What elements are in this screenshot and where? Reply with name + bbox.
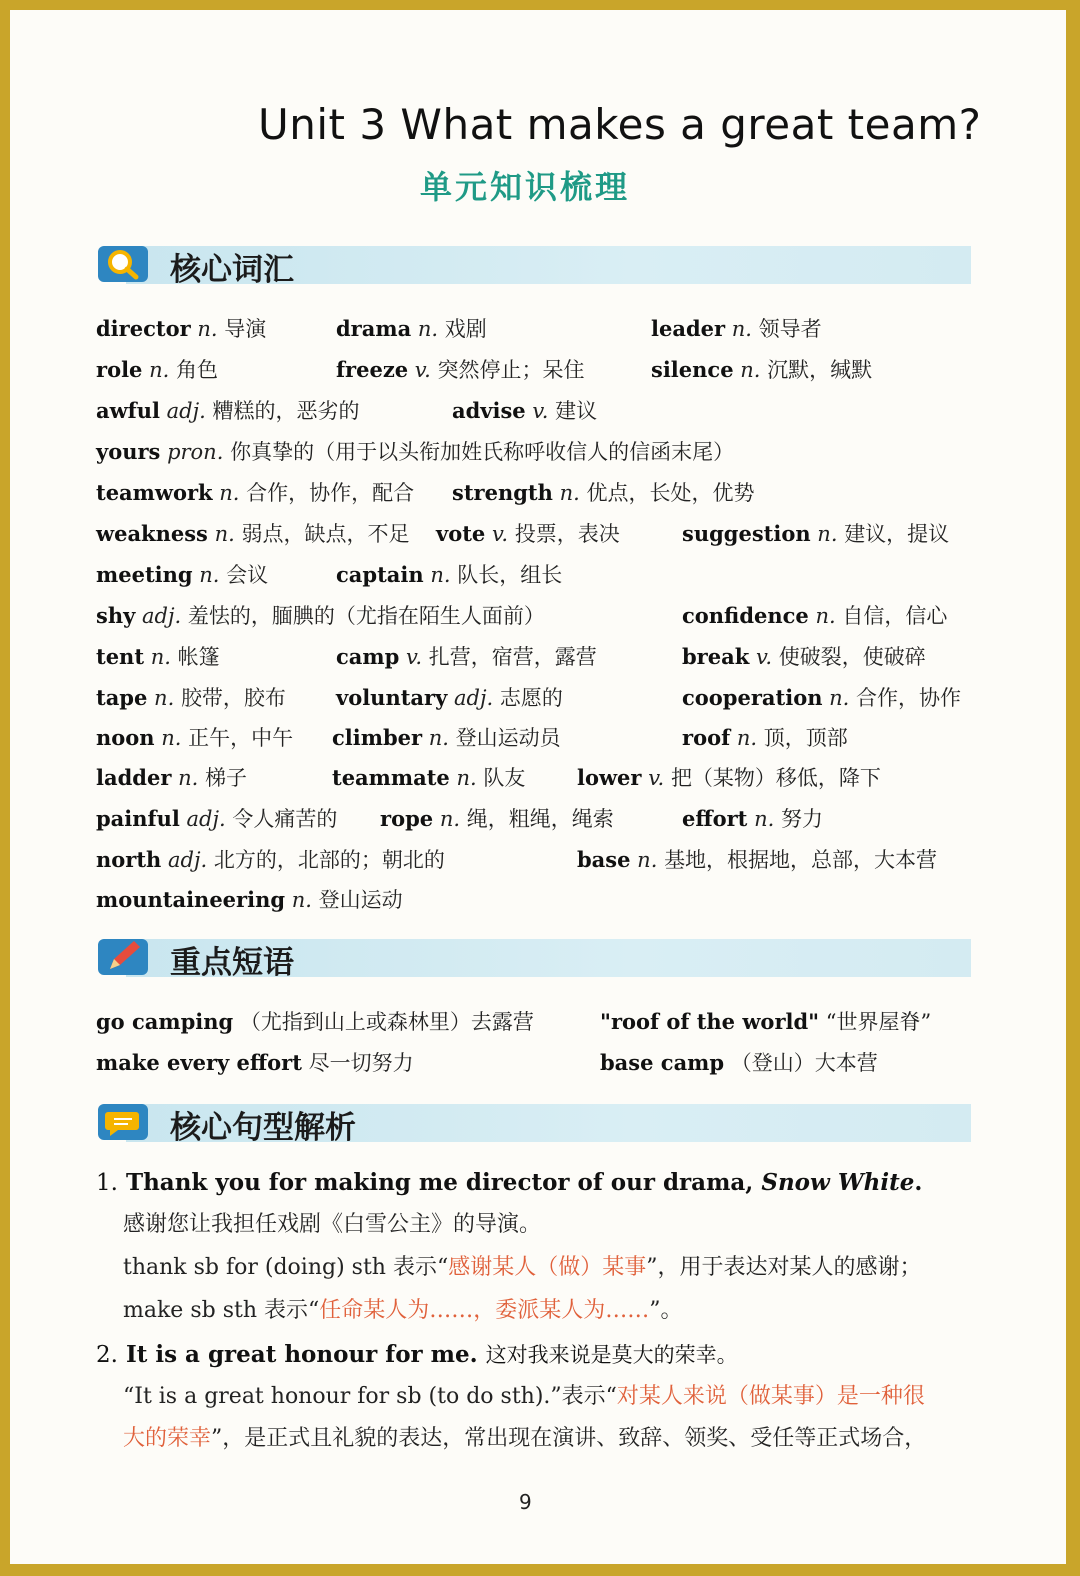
vocab-item: [452, 397, 597, 425]
vocab-item: [96, 724, 293, 752]
vocab-meaning: 自信，信心: [842, 604, 948, 628]
phrase-item: [96, 1049, 414, 1077]
note-highlight: 感谢某人（做）某事: [448, 1255, 647, 1280]
vocab-word: captain: [336, 562, 424, 587]
section-label: 核心句型解析: [170, 1110, 356, 1146]
sentence-1-note-2: [123, 1296, 683, 1326]
vocab-pos: v.: [648, 766, 665, 790]
vocab-item: [336, 643, 597, 671]
vocab-meaning: 梯子: [204, 766, 247, 790]
vocab-pos: v.: [755, 645, 773, 669]
vocab-word: drama: [336, 316, 412, 341]
vocab-meaning: 队友: [483, 766, 526, 790]
section-header-sentences: [96, 1100, 971, 1144]
vocab-word: mountaineering: [96, 887, 286, 912]
vocab-pos: n.: [417, 317, 439, 341]
vocab-word: shy: [96, 603, 136, 628]
vocab-word: break: [682, 644, 750, 669]
vocab-item: [577, 764, 881, 792]
sentence-2-note-1: [123, 1382, 925, 1412]
phrase-cn: 尽一切努力: [308, 1051, 414, 1075]
vocab-meaning: 合作，协作: [856, 686, 962, 710]
page-number: 9: [519, 1490, 532, 1514]
vocab-word: teammate: [332, 765, 450, 790]
vocab-word: vote: [436, 521, 486, 546]
vocab-pos: n.: [815, 604, 836, 628]
vocab-meaning: 顶，顶部: [763, 726, 848, 750]
vocab-item: [682, 643, 926, 671]
vocab-word: yours: [96, 439, 161, 464]
pencil-icon: [96, 935, 154, 979]
vocab-item: [96, 846, 445, 874]
vocab-word: climber: [332, 725, 423, 750]
sentence-end: .: [914, 1169, 923, 1196]
vocab-word: tent: [96, 644, 145, 669]
vocab-pos: n.: [456, 766, 477, 790]
vocab-item: [336, 561, 562, 589]
vocab-item: [332, 764, 525, 792]
vocab-pos: n.: [817, 522, 838, 546]
vocab-pos: v.: [414, 358, 431, 382]
vocab-pos: n.: [430, 563, 451, 587]
vocab-word: advise: [452, 398, 526, 423]
vocab-meaning: 基地，根据地，总部，大本营: [664, 848, 938, 872]
vocab-pos: n.: [154, 686, 175, 710]
vocab-meaning: 队长，组长: [457, 563, 563, 587]
vocab-item: [452, 479, 754, 507]
vocab-item: [332, 724, 561, 752]
vocab-word: north: [96, 847, 162, 872]
vocab-word: strength: [452, 480, 553, 505]
note-text: “It is a great honour for sb (to do sth).”表示“: [123, 1384, 617, 1409]
sentence-text: It is a great honour for me.: [125, 1341, 478, 1368]
vocab-pos: n.: [637, 848, 658, 872]
vocab-word: noon: [96, 725, 155, 750]
vocab-meaning: 努力: [780, 807, 823, 831]
vocab-pos: adj.: [453, 686, 494, 710]
vocab-word: painful: [96, 806, 180, 831]
phrase-en: base camp: [600, 1050, 725, 1075]
section-label: 核心词汇: [170, 252, 294, 288]
vocab-meaning: 弱点，缺点，不足: [241, 522, 410, 546]
vocab-word: confidence: [682, 603, 809, 628]
vocab-meaning: 登山运动: [318, 888, 403, 912]
vocab-word: silence: [651, 357, 734, 382]
vocab-pos: n.: [736, 726, 758, 750]
vocab-pos: v.: [491, 522, 509, 546]
note-highlight: 对某人来说（做某事）是一种很: [616, 1384, 925, 1409]
vocab-pos: n.: [214, 522, 235, 546]
vocab-pos: n.: [219, 481, 240, 505]
vocab-item: [682, 724, 848, 752]
vocab-word: director: [96, 316, 191, 341]
vocab-pos: n.: [829, 686, 850, 710]
vocab-word: role: [96, 357, 143, 382]
vocab-meaning: 导演: [224, 317, 267, 341]
vocab-word: tape: [96, 685, 148, 710]
vocab-item: [336, 684, 563, 712]
vocab-word: awful: [96, 398, 160, 423]
vocab-item: [651, 356, 872, 384]
vocab-item: [96, 479, 414, 507]
section-label: 重点短语: [170, 945, 294, 981]
phrase-en: go camping: [96, 1009, 234, 1034]
vocab-pos: n.: [161, 726, 182, 750]
phrase-cn: （尤指到山上或森林里）去露营: [239, 1010, 534, 1034]
phrase-item: [96, 1008, 534, 1036]
vocab-item: [380, 805, 614, 833]
vocab-item: [96, 684, 286, 712]
vocab-item: [651, 315, 822, 343]
sentence-text: Thank you for making me director of our drama,: [125, 1169, 754, 1196]
vocab-item: [96, 438, 734, 466]
vocab-pos: n.: [740, 358, 761, 382]
vocab-item: [436, 520, 620, 548]
vocab-meaning: 领导者: [758, 317, 822, 341]
vocab-pos: v.: [406, 645, 423, 669]
vocab-word: camp: [336, 644, 400, 669]
vocab-item: [682, 805, 823, 833]
vocab-word: effort: [682, 806, 748, 831]
vocab-word: teamwork: [96, 480, 213, 505]
phrase-item: [600, 1008, 931, 1036]
sentence-1-translation: 感谢您让我担任戏剧《白雪公主》的导演。: [123, 1212, 542, 1237]
sentence-1: [96, 1168, 922, 1198]
vocab-meaning: 使破裂，使破碎: [778, 645, 926, 669]
section-header-vocab: [96, 242, 971, 286]
vocab-item: [682, 684, 961, 712]
vocab-item: [96, 520, 409, 548]
vocab-meaning: 戏剧: [444, 317, 487, 341]
vocab-pos: n.: [731, 317, 752, 341]
phrase-en: make every effort: [96, 1050, 302, 1075]
note-highlight: 大的荣幸: [123, 1426, 212, 1451]
vocab-meaning: 角色: [176, 358, 218, 382]
vocab-meaning: 会议: [226, 563, 269, 587]
vocab-pos: pron.: [167, 440, 224, 464]
vocab-pos: adj.: [166, 399, 206, 423]
vocab-meaning: 胶带，胶布: [180, 686, 286, 710]
sentence-translation: 这对我来说是莫大的荣幸。: [485, 1343, 738, 1367]
vocab-item: [96, 886, 403, 914]
vocab-pos: n.: [754, 807, 775, 831]
sentence-1-note-1: [123, 1253, 921, 1283]
phrase-cn: （登山）大本营: [730, 1051, 878, 1075]
vocab-word: ladder: [96, 765, 172, 790]
vocab-meaning: 突然停止；呆住: [437, 358, 585, 382]
vocab-word: suggestion: [682, 521, 811, 546]
vocab-meaning: 你真挚的（用于以头衔加姓氏称呼收信人的信函末尾）: [230, 440, 735, 464]
page-title: Unit 3 What makes a great team?: [258, 100, 982, 149]
vocab-meaning: 沉默，缄默: [767, 358, 873, 382]
vocab-item: [336, 315, 487, 343]
vocab-pos: n.: [197, 317, 218, 341]
note-text: ”。: [649, 1298, 683, 1323]
vocab-pos: n.: [178, 766, 199, 790]
vocab-word: meeting: [96, 562, 193, 587]
vocab-pos: n.: [150, 645, 171, 669]
vocab-meaning: 令人痛苦的: [232, 807, 338, 831]
vocab-pos: n.: [199, 563, 220, 587]
vocab-meaning: 投票，表决: [514, 522, 620, 546]
vocab-item: [336, 356, 585, 384]
vocab-meaning: 优点，长处，优势: [586, 481, 755, 505]
vocab-meaning: 羞怯的，腼腆的（尤指在陌生人面前）: [187, 604, 545, 628]
vocab-word: voluntary: [336, 685, 448, 710]
vocab-item: [96, 315, 266, 343]
vocab-word: lower: [577, 765, 642, 790]
vocab-word: rope: [380, 806, 434, 831]
page-subtitle: 单元知识梳理: [420, 168, 631, 206]
vocab-item: [96, 602, 545, 630]
phrase-en: "roof of the world": [600, 1009, 820, 1034]
vocab-item: [96, 561, 268, 589]
sentence-2-note-2: [123, 1424, 926, 1454]
vocab-item: [682, 602, 947, 630]
section-header-phrases: [96, 935, 971, 979]
vocab-meaning: 建议: [555, 399, 598, 423]
vocab-meaning: 帐篷: [177, 645, 220, 669]
vocab-item: [96, 397, 360, 425]
note-text: ”，用于表达对某人的感谢；: [646, 1255, 922, 1280]
vocab-meaning: 糟糕的，恶劣的: [212, 399, 360, 423]
vocab-word: roof: [682, 725, 731, 750]
vocab-pos: adj.: [186, 807, 226, 831]
vocab-item: [682, 520, 949, 548]
phrase-cn: “世界屋脊”: [825, 1010, 932, 1034]
note-text: ”，是正式且礼貌的表达，常出现在演讲、致辞、领奖、受任等正式场合，: [211, 1426, 927, 1451]
vocab-item: [96, 643, 220, 671]
vocab-meaning: 合作，协作，配合: [246, 481, 415, 505]
vocab-pos: n.: [291, 888, 312, 912]
vocab-pos: n.: [559, 481, 580, 505]
vocab-item: [96, 356, 218, 384]
vocab-meaning: 北方的，北部的；朝北的: [213, 848, 445, 872]
vocab-word: weakness: [96, 521, 208, 546]
sentence-number: 1.: [96, 1170, 118, 1196]
vocab-meaning: 正午，中午: [188, 726, 294, 750]
vocab-word: base: [577, 847, 631, 872]
note-highlight: 任命某人为……，委派某人为……: [319, 1298, 650, 1323]
vocab-meaning: 绳，粗绳，绳索: [466, 807, 614, 831]
vocab-item: [96, 764, 247, 792]
vocab-word: cooperation: [682, 685, 823, 710]
sentence-number: 2.: [96, 1342, 118, 1368]
vocab-pos: n.: [439, 807, 461, 831]
note-text: make sb sth 表示“: [123, 1298, 320, 1323]
note-text: thank sb for (doing) sth 表示“: [123, 1255, 449, 1280]
vocab-meaning: 登山运动员: [455, 726, 561, 750]
vocab-meaning: 建议，提议: [844, 522, 950, 546]
speech-bubble-icon: [96, 1100, 154, 1144]
vocab-word: freeze: [336, 357, 409, 382]
vocab-item: [577, 846, 937, 874]
vocab-pos: adj.: [141, 604, 182, 628]
vocab-meaning: 把（某物）移低，降下: [670, 766, 881, 790]
vocab-pos: v.: [532, 399, 549, 423]
magnifier-icon: [96, 242, 154, 286]
vocab-word: leader: [651, 316, 726, 341]
sentence-title-italic: Snow White: [761, 1169, 915, 1196]
page: [10, 10, 1066, 1564]
sentence-2: [96, 1340, 738, 1370]
vocab-item: [96, 805, 337, 833]
vocab-pos: adj.: [168, 848, 208, 872]
vocab-meaning: 志愿的: [499, 686, 563, 710]
vocab-meaning: 扎营，宿营，露营: [428, 645, 597, 669]
phrase-item: [600, 1049, 878, 1077]
vocab-pos: n.: [149, 358, 170, 382]
vocab-pos: n.: [428, 726, 449, 750]
